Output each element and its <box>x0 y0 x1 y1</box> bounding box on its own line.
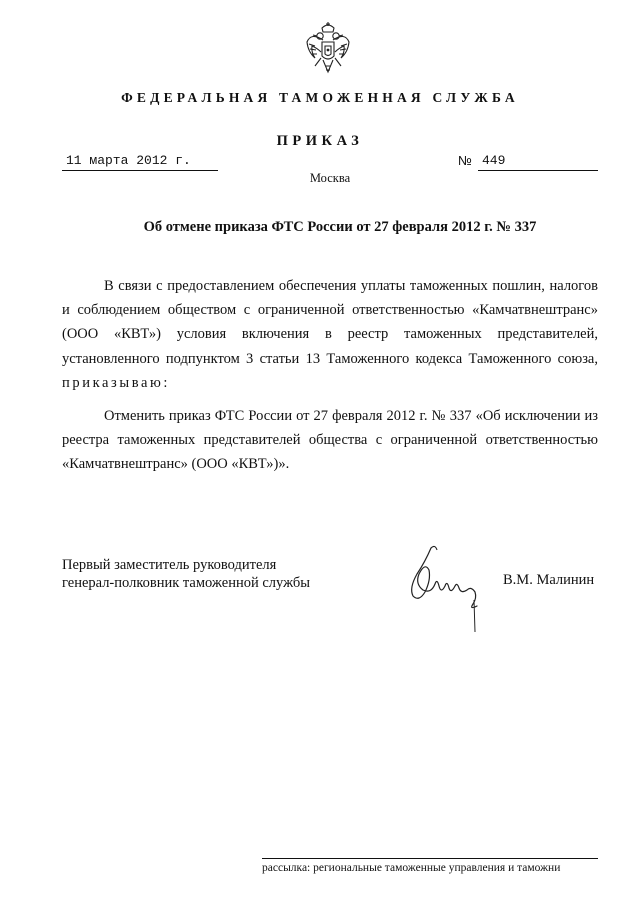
signatory-position <box>62 556 310 592</box>
coat-of-arms-icon <box>305 22 351 82</box>
body-paragraph-1-text: В связи с предоставлением обеспечения уплаты таможенных пошлин, налогов и соблюдением обществом с ограниченной ответственностью «Камчатвнештранс» (ООО «КВТ») условия включения в реестр таможенных представителей, установленного подпунктом 3 статьи 13 Таможенного кодекса Таможенного союза, <box>62 278 598 367</box>
body-paragraph-2: Отменить приказ ФТС России от 27 февраля 2012 г. № 337 «Об исключении из реестра таможенных представителей общества с ограниченной ответственностью «Камчатвнештранс» (ООО «КВТ»)». <box>62 408 598 473</box>
order-date-value: 11 марта 2012 г. <box>66 153 191 168</box>
distribution-list: рассылка: региональные таможенные управления и таможни <box>262 862 561 874</box>
city: Москва <box>309 171 351 185</box>
order-number <box>478 153 598 171</box>
handwritten-signature-icon <box>395 540 490 635</box>
position-line-1: Первый заместитель руководителя <box>62 557 277 573</box>
order-word: приказываю: <box>62 374 171 391</box>
signer-name: В.М. Малинин <box>503 572 595 588</box>
order-number-label: № <box>458 153 472 168</box>
body-paragraph-1 <box>62 274 598 395</box>
position-line-2: генерал-полковник таможенной службы <box>62 575 311 591</box>
order-number-value: 449 <box>482 153 506 168</box>
distribution-divider <box>262 858 598 859</box>
document-type: ПРИКАЗ <box>276 133 364 149</box>
order-date <box>62 153 218 171</box>
order-title: Об отмене приказа ФТС России от 27 февраля 2012 г. № 337 <box>143 219 537 235</box>
agency-name: ФЕДЕРАЛЬНАЯ ТАМОЖЕННАЯ СЛУЖБА <box>121 90 519 105</box>
